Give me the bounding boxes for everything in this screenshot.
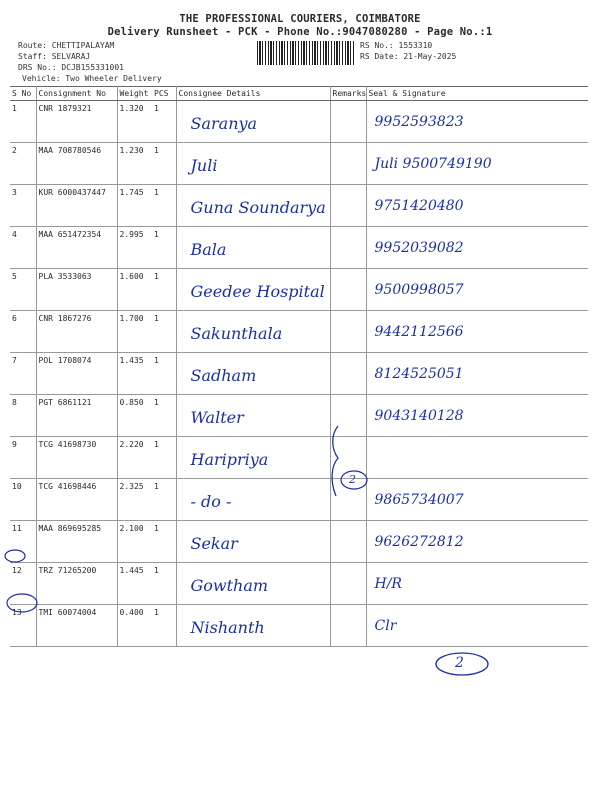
sno-13-circle xyxy=(7,594,37,612)
handwritten-consignee: Walter xyxy=(190,408,244,427)
cell-weight: 2.100 xyxy=(117,521,152,563)
cell-sno: 6 xyxy=(10,311,36,353)
handwritten-consignee: Sakunthala xyxy=(190,324,283,343)
remarks-circle-label: 2 xyxy=(349,473,356,486)
cell-weight: 2.325 xyxy=(117,479,152,521)
cell-pcs: 1 xyxy=(152,521,176,563)
route-label: Route: CHETTIPALAYAM xyxy=(18,41,115,50)
cell-sno: 3 xyxy=(10,185,36,227)
cell-consignment: POL 1708074 xyxy=(36,353,117,395)
cell-pcs: 1 xyxy=(152,185,176,227)
cell-pcs: 1 xyxy=(152,143,176,185)
cell-weight: 1.445 xyxy=(117,563,152,605)
handwritten-signature: 9442112566 xyxy=(374,324,464,340)
handwritten-consignee: Sekar xyxy=(190,534,238,553)
cell-sno: 8 xyxy=(10,395,36,437)
handwritten-signature: 8124525051 xyxy=(374,366,464,382)
handwritten-signature: Juli 9500749190 xyxy=(374,156,492,172)
cell-pcs: 1 xyxy=(152,563,176,605)
remarks-bracket xyxy=(332,426,338,496)
cell-consignment: MAA 708780546 xyxy=(36,143,117,185)
cell-sno: 5 xyxy=(10,269,36,311)
cell-weight: 2.995 xyxy=(117,227,152,269)
company-title: THE PROFESSIONAL COURIERS, COIMBATORE xyxy=(179,13,421,25)
cell-pcs: 1 xyxy=(152,479,176,521)
rs-number: RS No.: 1553310 xyxy=(360,41,433,50)
cell-pcs: 1 xyxy=(152,437,176,479)
rs-date: RS Date: 21-May-2025 xyxy=(360,52,457,61)
col-header-remarks: Remarks xyxy=(330,87,366,101)
sno-12-circle xyxy=(5,550,25,562)
col-header-pcs: PCS xyxy=(152,87,176,101)
handwritten-consignee: Bala xyxy=(190,240,227,259)
cell-pcs: 1 xyxy=(152,353,176,395)
footer-circle-label: 2 xyxy=(455,655,464,671)
cell-consignment: MAA 869695285 xyxy=(36,521,117,563)
handwritten-signature: 9952593823 xyxy=(374,114,464,130)
handwritten-consignee: - do - xyxy=(190,492,232,511)
handwritten-consignee: Sadham xyxy=(190,366,257,385)
cell-weight: 0.400 xyxy=(117,605,152,647)
cell-sno: 4 xyxy=(10,227,36,269)
cell-weight: 1.745 xyxy=(117,185,152,227)
cell-weight: 1.435 xyxy=(117,353,152,395)
handwritten-signature: 9500998057 xyxy=(374,282,464,298)
cell-consignment: PLA 3533063 xyxy=(36,269,117,311)
handwritten-consignee: Saranya xyxy=(190,114,258,133)
cell-consignment: KUR 6000437447 xyxy=(36,185,117,227)
cell-sno: 7 xyxy=(10,353,36,395)
cell-pcs: 1 xyxy=(152,101,176,143)
col-header-consignment: Consignment No xyxy=(36,87,117,101)
handwritten-signature: 9865734007 xyxy=(374,492,464,508)
cell-consignment: TCG 41698730 xyxy=(36,437,117,479)
handwritten-signature: 9952039082 xyxy=(374,240,464,256)
staff-label: Staff: SELVARAJ xyxy=(18,52,91,61)
cell-weight: 0.850 xyxy=(117,395,152,437)
cell-consignment: CNR 1867276 xyxy=(36,311,117,353)
cell-consignment: MAA 651472354 xyxy=(36,227,117,269)
cell-consignment: TMI 60074004 xyxy=(36,605,117,647)
handwritten-consignee: Haripriya xyxy=(190,450,269,469)
cell-weight: 1.320 xyxy=(117,101,152,143)
handwritten-consignee: Nishanth xyxy=(190,618,265,637)
cell-sno: 11 xyxy=(10,521,36,563)
handwritten-signature: Clr xyxy=(374,618,397,634)
cell-weight: 1.600 xyxy=(117,269,152,311)
handwritten-signature: 9043140128 xyxy=(374,408,464,424)
cell-weight: 1.700 xyxy=(117,311,152,353)
cell-sno: 10 xyxy=(10,479,36,521)
cell-sno: 2 xyxy=(10,143,36,185)
handwritten-signature: 9751420480 xyxy=(374,198,464,214)
col-header-signature: Seal & Signature xyxy=(366,87,588,101)
cell-consignment: CNR 1879321 xyxy=(36,101,117,143)
cell-consignment: TRZ 71265200 xyxy=(36,563,117,605)
cell-sno: 12 xyxy=(10,563,36,605)
cell-pcs: 1 xyxy=(152,605,176,647)
handwritten-signature: 9626272812 xyxy=(374,534,464,550)
cell-pcs: 1 xyxy=(152,227,176,269)
cell-pcs: 1 xyxy=(152,395,176,437)
cell-weight: 1.230 xyxy=(117,143,152,185)
cell-sno: 9 xyxy=(10,437,36,479)
col-header-sno: S No xyxy=(10,87,36,101)
cell-sno: 1 xyxy=(10,101,36,143)
cell-pcs: 1 xyxy=(152,311,176,353)
runsheet-subtitle: Delivery Runsheet - PCK - Phone No.:9047080280 - Page No.:1 xyxy=(107,26,493,38)
handwritten-consignee: Juli xyxy=(190,156,218,175)
cell-consignment: TCG 41698446 xyxy=(36,479,117,521)
handwritten-consignee: Geedee Hospital xyxy=(190,282,325,301)
cell-consignment: PGT 6861121 xyxy=(36,395,117,437)
col-header-consignee: Consignee Details xyxy=(176,87,330,101)
handwritten-signature: H/R xyxy=(374,576,402,592)
cell-pcs: 1 xyxy=(152,269,176,311)
drs-number: DRS No.: DCJB155331001 xyxy=(18,63,124,72)
col-header-weight: Weight xyxy=(117,87,152,101)
vehicle-label: Vehicle: Two Wheeler Delivery xyxy=(22,74,162,83)
handwritten-consignee: Gowtham xyxy=(190,576,269,595)
cell-weight: 2.220 xyxy=(117,437,152,479)
cell-sno: 13 xyxy=(10,605,36,647)
handwritten-consignee: Guna Soundarya xyxy=(190,198,326,217)
